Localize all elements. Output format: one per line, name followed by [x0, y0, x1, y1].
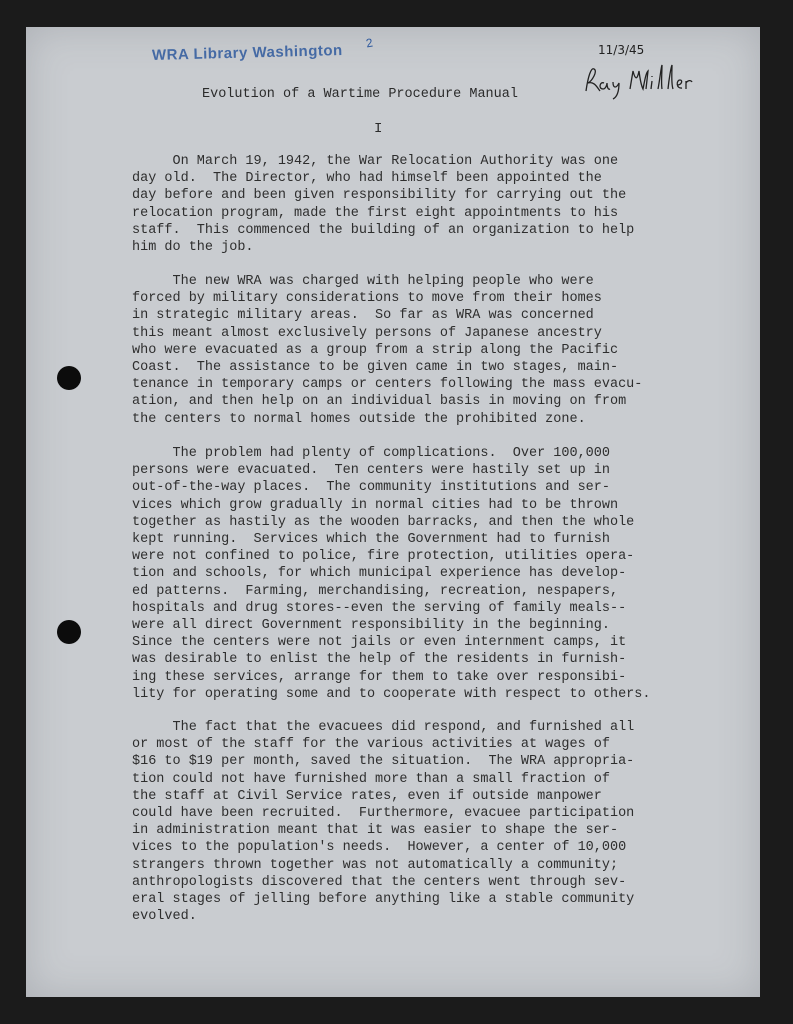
library-stamp: WRA Library Washington — [151, 42, 343, 65]
handwritten-signature-icon — [582, 61, 702, 101]
document-page — [26, 27, 760, 997]
paragraph-1: On March 19, 1942, the War Relocation Authority was one day old. The Director, who had himself been appointed the day before and been given responsibility for carrying out the relocation program, made the first eight appointments to his staff. This commenced the building of an organization to help him do the job. — [132, 154, 635, 256]
paragraph-3: The problem had plenty of complications. Over 100,000 persons were evacuated. Ten centers were hastily set up in out-of-the-way places. The community institutions and ser- vices which grow gradually in normal cities had to be thrown together as hastily as the wooden barracks, and then the whole kept running. Services which the Government had to furnish were not confined to police, fire protection, utilities opera- tion and schools, for which municipal experience has develop- ed patterns. Farming, merchandising, recreation, nespapers, hospitals and drug stores--even the serving of family meals-- were all direct Government responsibility in the beginning. Since the centers were not jails or even internment camps, it was desirable to enlist the help of the residents in furnish- ing these services, arrange for them to take over responsibi- lity for operating some and to cooperate with respect to others. — [132, 446, 651, 702]
paragraph-4: The fact that the evacuees did respond, and furnished all or most of the staff for the various activities at wages of $16 to $19 per month, saved the situation. The WRA appropria- tion could not have furnished more than a small fraction of the staff at Civil Service rates, even if outside manpower could have been recruited. Furthermore, evacuee participation in administration meant that it was easier to shape the ser- vices to the population's needs. However, a center of 10,000 strangers thrown together was not automatically a community; anthropologists discovered that the centers went through sev- eral stages of jelling before anything like a stable community evolved. — [132, 720, 635, 925]
handwritten-date: 11/3/45 — [598, 43, 645, 57]
stamp-mark: 2 — [364, 35, 374, 51]
binder-hole — [57, 620, 81, 644]
paragraph-2: The new WRA was charged with helping people who were forced by military considerations to move from their homes in strategic military areas. So far as WRA was concerned this meant almost exclusively persons of Japanese ancestry who were evacuated as a group from a strip along the Pacific Coast. The assistance to be given came in two stages, main- tenance in temporary camps or centers following the mass evacu- ation, and then help on an individual basis in moving on from the centers to normal homes outside the prohibited zone. — [132, 274, 643, 427]
section-number: I — [374, 121, 383, 137]
document-title: Evolution of a Wartime Procedure Manual — [202, 87, 518, 102]
binder-hole — [57, 366, 81, 390]
